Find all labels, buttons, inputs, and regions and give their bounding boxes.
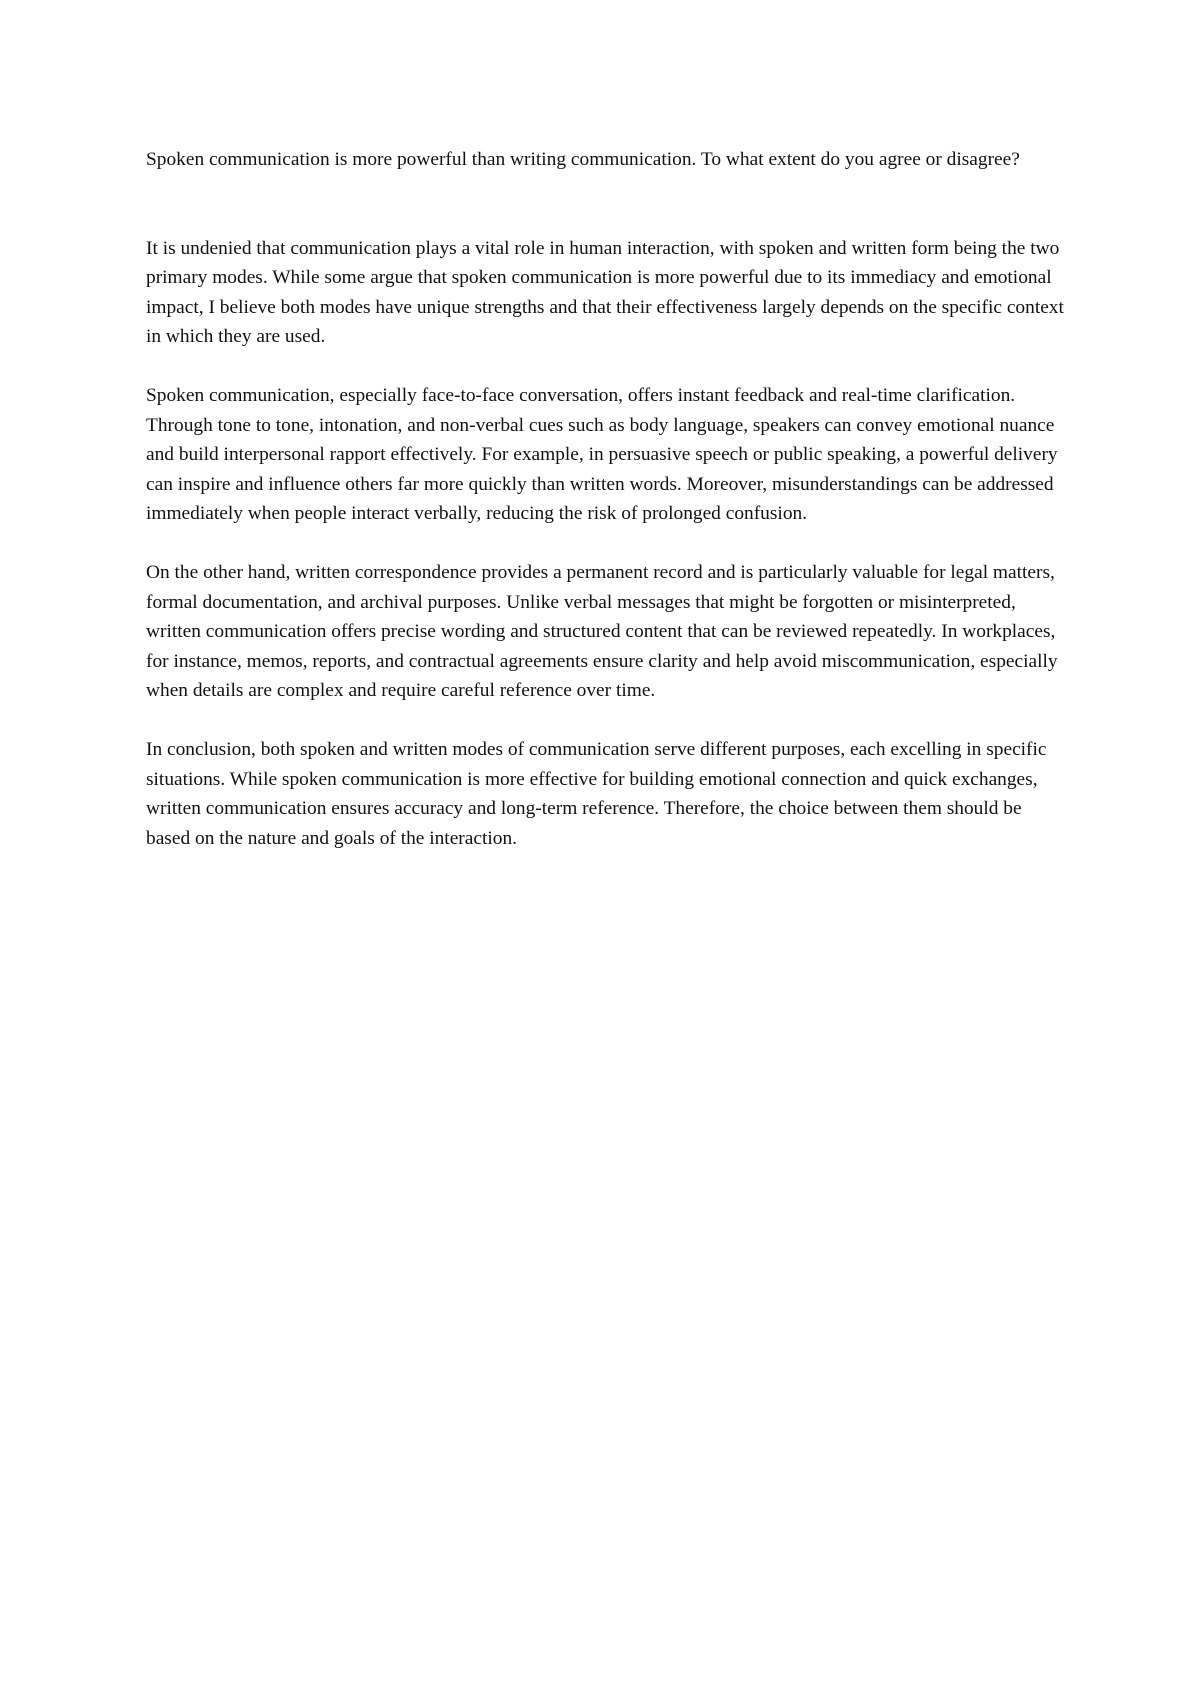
document-body [146,145,1066,883]
essay-paragraph-spoken: Spoken communication, especially face-to-face conversation, offers instant feedback and real-time clarification. Through tone to tone, intonation, and non-verbal cues such as body language, speakers can convey emotional nuance and build interpersonal rapport effectively. For example, in persuasive speech or public speaking, a powerful delivery can inspire and influence others far more quickly than written words. Moreover, misunderstandings can be addressed immediately when people interact verbally, reducing the risk of prolonged confusion. [146,385,1058,524]
essay-prompt: Spoken communication is more powerful than writing communication. To what extent do you agree or disagree? [146,149,1020,170]
essay-paragraph-introduction: It is undenied that communication plays a vital role in human interaction, with spoken and written form being the two primary modes. While some argue that spoken communication is more powerful due to its immediacy and emotional impact, I believe both modes have unique strengths and that their effectiveness largely depends on the specific context in which they are used. [146,237,1064,347]
essay-paragraph-conclusion: In conclusion, both spoken and written modes of communication serve different purposes, each excelling in specific situations. While spoken communication is more effective for building emotional connection and quick exchanges, written communication ensures accuracy and long-term reference. Therefore, the choice between them should be based on the nature and goals of the interaction. [146,739,1047,849]
essay-paragraph-written: On the other hand, written correspondence provides a permanent record and is particularly valuable for legal matters, formal documentation, and archival purposes. Unlike verbal messages that might be forgotten or misinterpreted, written communication offers precise wording and structured content that can be reviewed repeatedly. In workplaces, for instance, memos, reports, and contractual agreements ensure clarity and help avoid miscommunication, especially when details are complex and require careful reference over time. [146,562,1058,701]
